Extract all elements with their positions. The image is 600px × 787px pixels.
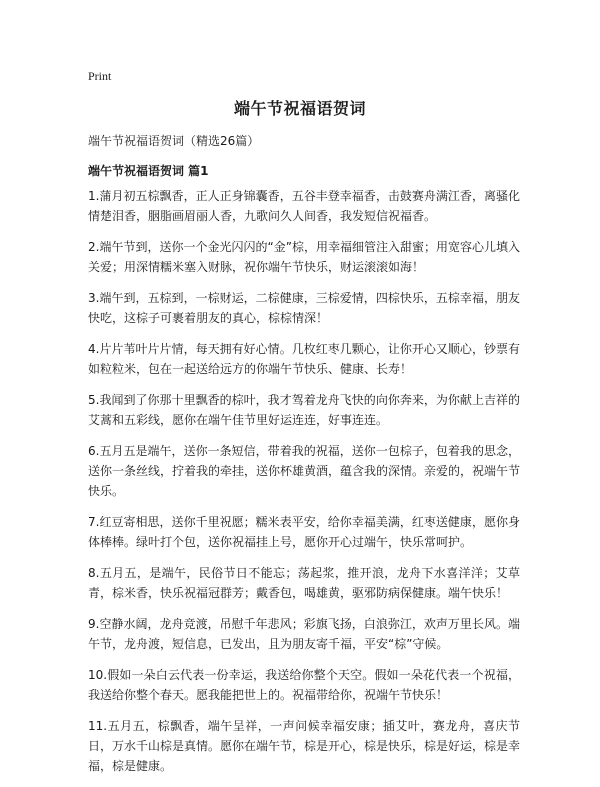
paragraph-6: 6.五月五是端午，送你一条短信，带着我的祝福，送你一包棕子，包着我的思念，送你一条丝线，拧着我的牵挂，送你杯雄黄酒，蕴含我的深情。亲爱的，祝端午节快乐。 (88, 444, 521, 498)
print-link[interactable]: Print (88, 69, 112, 83)
paragraph-2: 2.端午节到，送你一个金光闪闪的“金”棕，用幸福细管注入甜蜜；用宽容心儿填入关爱；用深情糯米塞入财脉，祝你端午节快乐，财运滚滚如海！ (88, 240, 520, 274)
paragraph-8: 8.五月五，是端午，民俗节日不能忘；荡起浆，推开浪，龙舟下水喜洋洋；艾草青，棕米香，快乐祝福冠群芳；戴香包，喝雄黄，驱邪防病保健康。端午快乐！ (88, 566, 520, 600)
paragraph-3: 3.端午到，五棕到，一棕财运，二棕健康，三棕爱情，四棕快乐，五棕幸福，朋友快吃，这棕子可裹着朋友的真心，棕棕情深！ (88, 291, 520, 325)
article-body (88, 186, 520, 787)
paragraph-10: 10.假如一朵白云代表一份幸运，我送给你整个天空。假如一朵花代表一个祝福，我送给你整个春天。愿我能把世上的。祝福带给你，祝端午节快乐！ (88, 668, 520, 702)
paragraph-11: 11.五月五，棕飘香，端午呈祥，一声问候幸福安康；插艾叶，赛龙舟，喜庆节日，万水千山棕是真情。愿你在端午节，棕是开心，棕是快乐，棕是好运，棕是幸福，棕是健康。 (88, 719, 521, 773)
paragraph-4: 4.片片苇叶片片情，每天拥有好心情。几枚红枣几颗心，让你开心又顺心，钞票有如粒粒米，包在一起送给远方的你端午节快乐、健康、长寿！ (88, 342, 520, 376)
document-subtitle: 端午节祝福语贺词（精选26篇） (88, 134, 260, 148)
page-title: 端午节祝福语贺词 (233, 99, 366, 118)
paragraph-1: 1.蒲月初五棕飘香，正人正身锦囊香，五谷丰登幸福香，击鼓赛舟满江香，离骚化情楚泪香，胭脂画眉丽人香，九歌问久人间香，我发短信祝福香。 (88, 189, 520, 223)
paragraph-5: 5.我闻到了你那十里飘香的棕叶，我才驾着龙舟飞快的向你奔来，为你献上吉祥的艾蒿和五彩线，愿你在端午佳节里好运连连，好事连连。 (88, 393, 520, 427)
section-heading: 端午节祝福语贺词 篇1 (88, 164, 209, 178)
paragraph-7: 7.红豆寄相思，送你千里祝愿；糯米表平安，给你幸福美满，红枣送健康，愿你身体棒棒。绿叶打个包，送你祝福挂上号，愿你开心过端午，快乐常呵护。 (88, 515, 520, 549)
paragraph-9: 9.空静水阔，龙舟竞渡，吊慰千年悲风；彩旗飞扬，白浪弥江，欢声万里长风。端午节，龙舟渡，短信息，已发出，且为朋友寄千福，平安“棕”守候。 (88, 617, 520, 651)
